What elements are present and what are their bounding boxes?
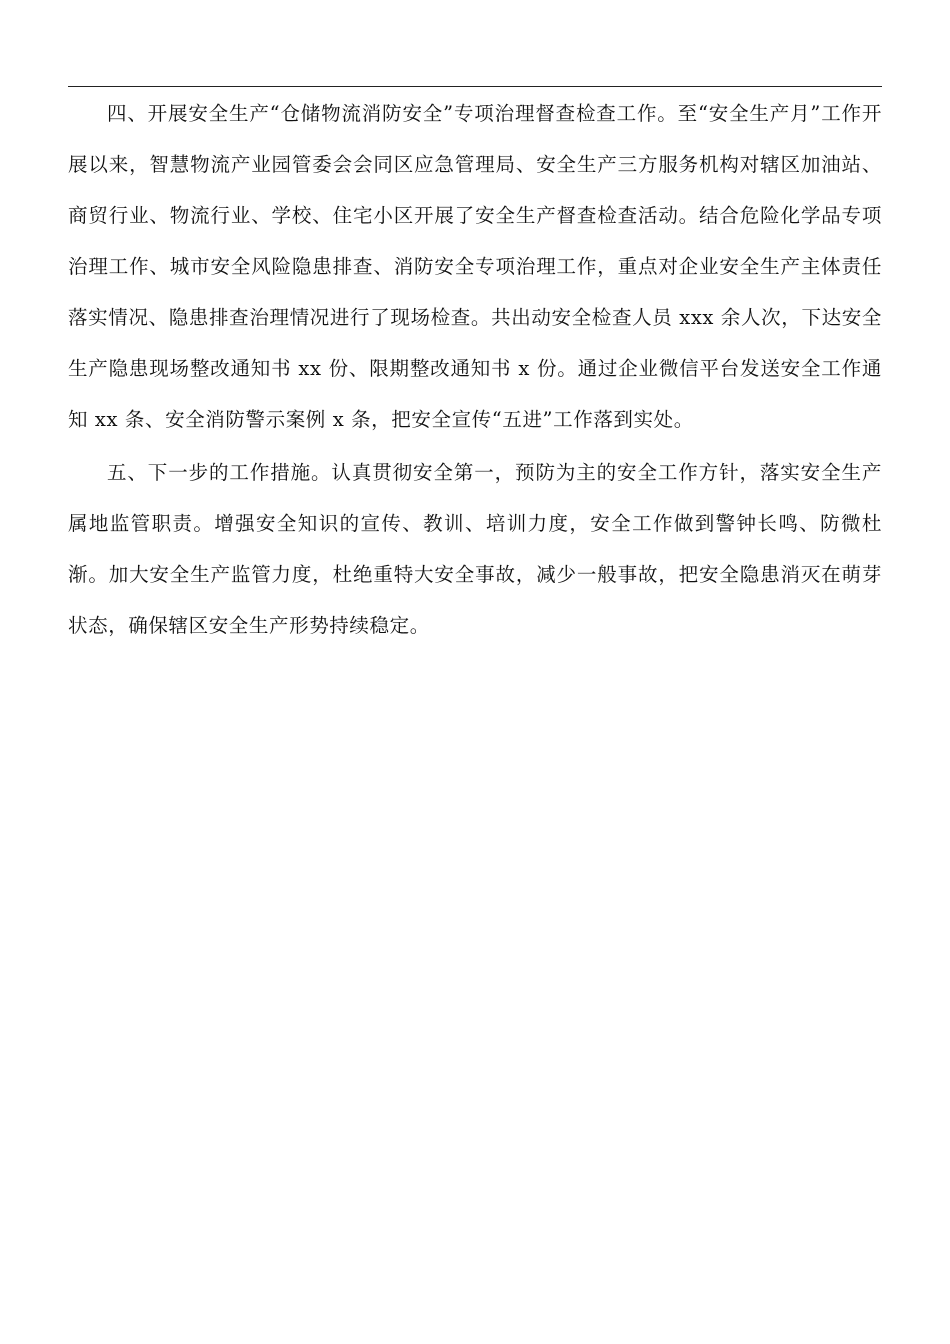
document-body <box>68 88 882 651</box>
paragraph-section-four: 四、开展安全生产“仓储物流消防安全”专项治理督查检查工作。至“安全生产月”工作开展以来，智慧物流产业园管委会会同区应急管理局、安全生产三方服务机构对辖区加油站、商贸行业、物流行业、学校、住宅小区开展了安全生产督查检查活动。结合危险化学品专项治理工作、城市安全风险隐患排查、消防安全专项治理工作，重点对企业安全生产主体责任落实情况、隐患排查治理情况进行了现场检查。共出动安全检查人员 xxx 余人次，下达安全生产隐患现场整改通知书 xx 份、限期整改通知书 x 份。通过企业微信平台发送安全工作通知 xx 条、安全消防警示案例 x 条，把安全宣传“五进”工作落到实处。 <box>68 102 882 431</box>
paragraph-section-five: 五、下一步的工作措施。认真贯彻安全第一，预防为主的安全工作方针，落实安全生产属地监管职责。增强安全知识的宣传、教训、培训力度，安全工作做到警钟长鸣、防微杜渐。加大安全生产监管力度，杜绝重特大安全事故，减少一般事故，把安全隐患消灭在萌芽状态，确保辖区安全生产形势持续稳定。 <box>68 461 882 637</box>
header-divider <box>68 86 882 87</box>
